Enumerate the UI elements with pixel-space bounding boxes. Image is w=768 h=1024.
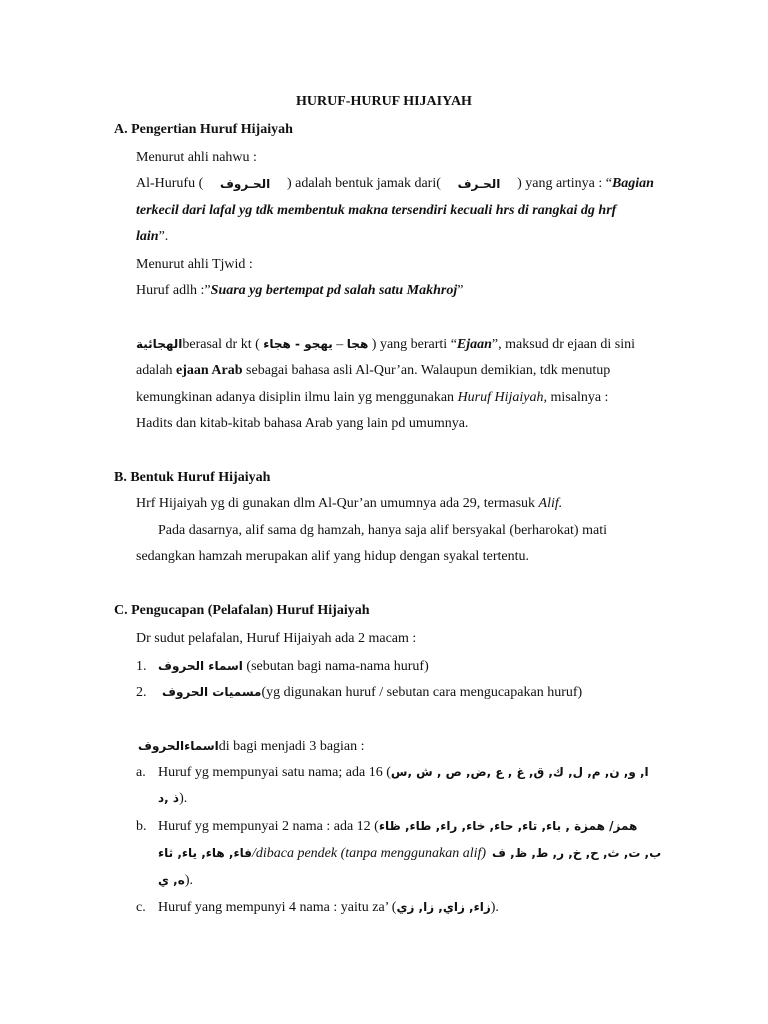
text-segment: berasal dr kt ( — [182, 337, 260, 352]
paragraph-a1-line3 — [136, 228, 168, 246]
list-item-1 — [136, 657, 429, 676]
italic-text: Huruf Hijaiyah, — [457, 390, 548, 405]
text-segment: ) adalah bentuk jamak dari( — [286, 176, 441, 191]
sublist-item-a-line2 — [158, 789, 187, 808]
arabic-text: هجا — [346, 337, 369, 351]
emphasis-text: Bagian — [611, 176, 654, 191]
sublist-item-b — [136, 817, 637, 836]
paragraph-a1-line1 — [136, 175, 654, 193]
section-c-heading: C. Pengucapan (Pelafalan) Huruf Hijaiyah — [114, 603, 370, 618]
text-segment: sebagai bahasa asli Al-Qur’an. Walaupun demikian, tdk menutup — [242, 363, 611, 378]
nahwu-label: Menurut ahli nahwu : — [136, 150, 257, 165]
paragraph-a2-line2 — [136, 362, 610, 380]
arabic-text: ا, و, ن, م, ل, ك, ق, غ , ع ,ض, ص , ش ,س — [390, 765, 649, 779]
page-title: HURUF-HURUF HIJAIYAH — [296, 94, 472, 109]
italic-text: Alif. — [538, 496, 563, 511]
text-segment: Huruf yg mempunyai 2 nama : ada 12 ( — [158, 819, 379, 834]
emphasis-text: lain — [136, 229, 159, 244]
text-segment: Huruf adlh :” — [136, 283, 211, 298]
sublist-label: c. — [136, 900, 146, 915]
text-segment: ”. — [158, 229, 169, 244]
text-segment: ” — [457, 283, 464, 298]
emphasis-text: Ejaan — [456, 337, 492, 352]
text-segment: ). — [179, 791, 188, 806]
text-segment: kemungkinan adanya disiplin ilmu lain yg menggunakan — [136, 390, 458, 405]
arabic-text: مسميات الحروف — [162, 685, 262, 699]
tjwid-definition — [136, 282, 463, 300]
section-b-line3: sedangkan hamzah merupakan alif yang hidup dengan syakal tertentu. — [136, 549, 530, 564]
text-segment: – — [332, 337, 347, 352]
list-number: 1. — [136, 659, 147, 674]
arabic-text: الحـروف — [219, 177, 271, 191]
tjwid-label: Menurut ahli Tjwid : — [136, 257, 253, 272]
text-segment: (yg digunakan huruf / sebutan cara mengucapakan huruf) — [261, 685, 583, 700]
arabic-text: اسماءالحروف — [138, 739, 219, 753]
sublist-label: b. — [136, 819, 147, 834]
text-segment: ) yang artinya : “ — [517, 176, 612, 191]
arabic-text: الحـرف — [457, 177, 501, 191]
arabic-text: يهجو - هجاء — [263, 337, 333, 351]
arabic-text: همز/ همزة , باء, تاء, حاء, خاء, راء, طاء, ظاء — [378, 819, 638, 833]
text-segment: misalnya : — [547, 390, 609, 405]
sublist-item-b-line2 — [158, 844, 661, 863]
text-segment: Hrf Hijaiyah yg di gunakan dlm Al-Qur’an umumnya ada 29, termasuk — [136, 496, 539, 511]
text-segment: (sebutan bagi nama-nama huruf) — [242, 659, 429, 674]
paragraph-a2-line3 — [136, 389, 608, 407]
section-b-line1 — [136, 495, 562, 513]
paragraph-a2-line4: Hadits dan kitab-kitab bahasa Arab yang lain pd umumnya. — [136, 416, 469, 431]
sublist-item-c — [136, 898, 499, 917]
section-a-heading: A. Pengertian Huruf Hijaiyah — [114, 122, 293, 137]
emphasis-text: Suara yg bertempat pd salah satu Makhroj — [210, 283, 458, 298]
paragraph-a1-line2: terkecil dari lafal yg tdk membentuk makna tersendiri kecuali hrs di rangkai dg hrf — [136, 203, 617, 218]
text-segment: di bagi menjadi 3 bagian : — [218, 739, 365, 754]
list-number: 2. — [136, 685, 147, 700]
sublist-item-a — [136, 763, 649, 782]
paragraph-a2-line1 — [136, 335, 635, 354]
arabic-text: ه, ي — [158, 873, 185, 887]
text-segment: ) yang berarti “ — [371, 337, 457, 352]
text-segment: Huruf yang mempunyi 4 nama : yaitu za’ ( — [158, 900, 397, 915]
emphasis-text: ejaan Arab — [176, 363, 243, 378]
arabic-text: ب, ت, ث, ح, خ, ر, ط, ظ, ف — [492, 846, 662, 860]
arabic-text: فاء, هاء, ياء, ثاء — [158, 846, 252, 860]
text-segment: ). — [184, 873, 193, 888]
sublist-item-b-line3 — [158, 871, 193, 890]
sublist-label: a. — [136, 765, 146, 780]
section-b-line2: Pada dasarnya, alif sama dg hamzah, hanya saja alif bersyakal (berharokat) mati — [158, 523, 607, 538]
text-segment: Al-Hurufu ( — [136, 176, 204, 191]
arabic-text: الهجائية — [136, 337, 183, 351]
section-c-intro: Dr sudut pelafalan, Huruf Hijaiyah ada 2 macam : — [136, 631, 417, 646]
text-segment: ”, maksud dr ejaan di sini — [491, 337, 635, 352]
arabic-text: زاء, زاي, زا, زي — [396, 900, 491, 914]
subheading-asmaul-huruf — [138, 737, 365, 756]
arabic-text: اسماء الحروف — [158, 659, 243, 673]
text-segment: adalah — [136, 363, 177, 378]
arabic-text: ذ ,د — [158, 791, 180, 805]
list-item-2 — [136, 683, 582, 702]
text-segment: ). — [490, 900, 499, 915]
italic-text: /dibaca pendek (tanpa menggunakan alif) — [251, 846, 487, 861]
section-b-heading: B. Bentuk Huruf Hijaiyah — [114, 470, 271, 485]
text-segment: Huruf yg mempunyai satu nama; ada 16 ( — [158, 765, 391, 780]
